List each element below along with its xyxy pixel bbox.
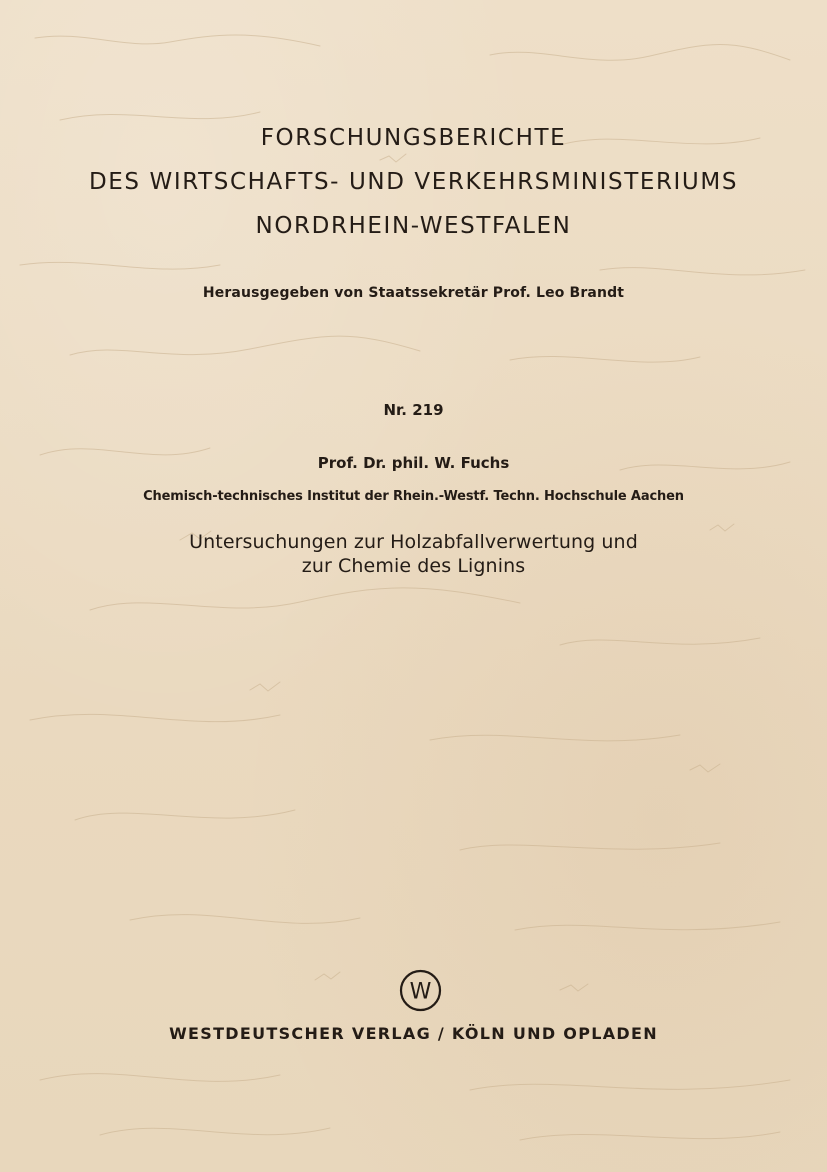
publisher-logo-icon bbox=[398, 968, 443, 1013]
editor-line: Herausgegeben von Staatssekretär Prof. Leo Brandt bbox=[202, 285, 625, 301]
series-title-line-2: DES WIRTSCHAFTS- UND VERKEHRSMINISTERIUMS bbox=[88, 169, 739, 195]
report-number: Nr. 219 bbox=[383, 401, 444, 419]
publisher-name: WESTDEUTSCHER VERLAG / KÖLN UND OPLADEN bbox=[169, 1024, 658, 1043]
institute-name: Chemisch-technisches Institut der Rhein.-Westf. Techn. Hochschule Aachen bbox=[143, 489, 684, 504]
work-title-line-1: Untersuchungen zur Holzabfallverwertung und bbox=[189, 531, 638, 553]
author-name: Prof. Dr. phil. W. Fuchs bbox=[317, 454, 510, 472]
publisher-logo-letter: W bbox=[409, 979, 432, 1005]
series-title-line-3: NORDRHEIN-WESTFALEN bbox=[255, 213, 572, 239]
series-title-line-1: FORSCHUNGSBERICHTE bbox=[260, 125, 567, 151]
work-title-line-2: zur Chemie des Lignins bbox=[301, 555, 526, 577]
